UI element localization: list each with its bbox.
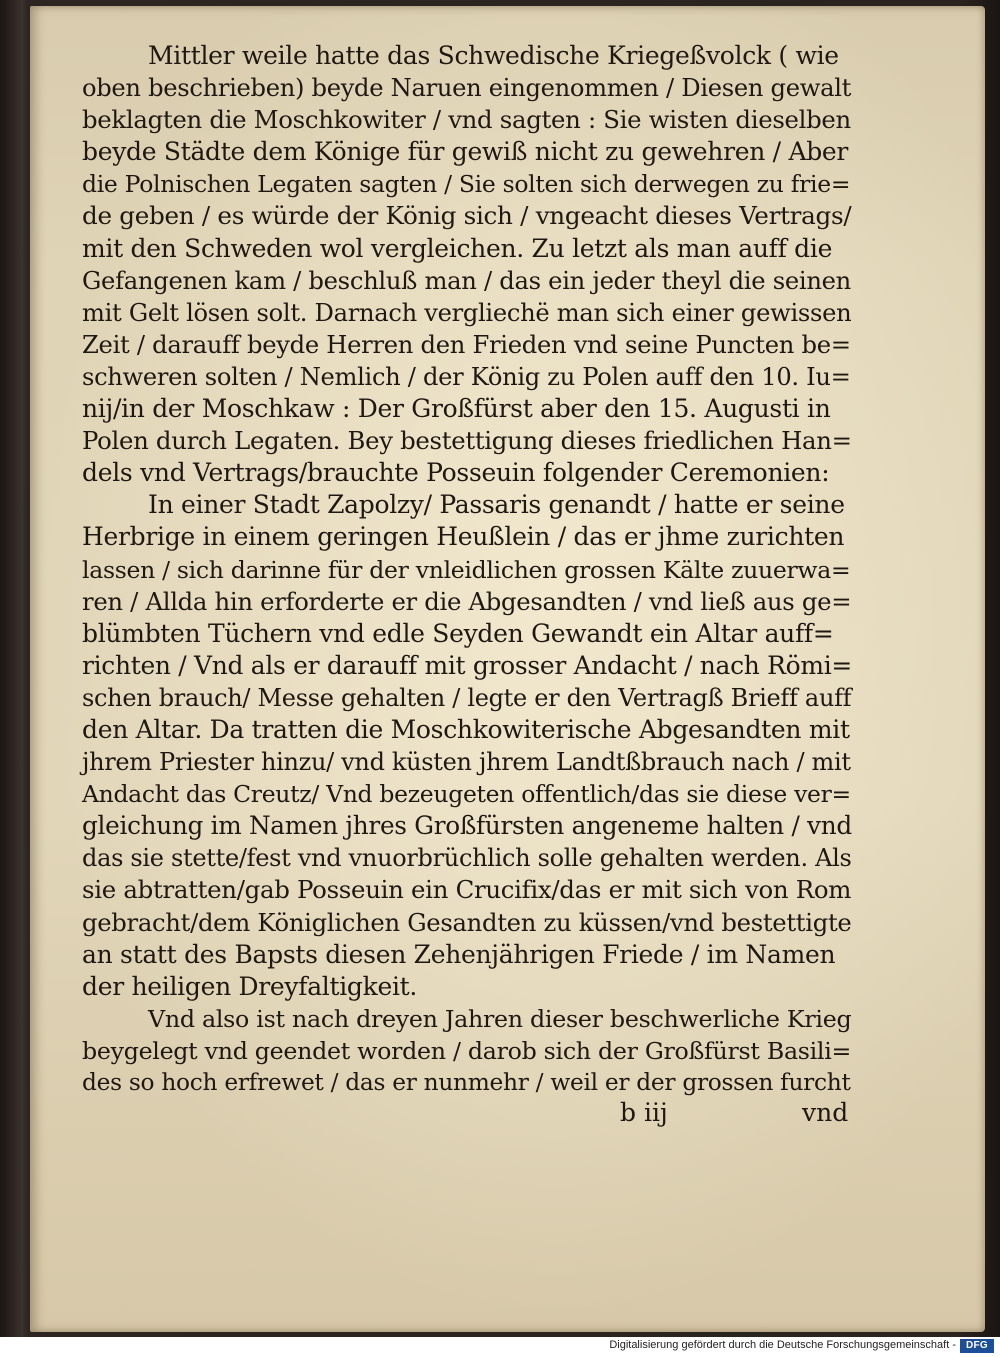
page-foot	[82, 1098, 852, 1130]
text-line: schen brauch/ Messe gehalten / legte er den Vertragß Brieff auff	[82, 683, 852, 712]
text-line: nij/in der Moschkaw : Der Großfürst aber den 15. Augusti in	[82, 394, 831, 424]
text-line: dels vnd Vertrags/brauchte Posseuin folgender Ceremonien:	[82, 458, 830, 488]
text-line: Polen durch Legaten. Bey bestettigung dieses friedlichen Han=	[82, 426, 852, 456]
signature-mark: b iij	[620, 1098, 668, 1127]
text-line: Zeit / darauff beyde Herren den Frieden vnd seine Puncten be=	[82, 329, 851, 359]
text-line: Gefangenen kam / beschluß man / das ein jeder theyl die seinen	[82, 265, 851, 295]
text-line: Andacht das Creutz/ Vnd bezeugeten offentlich/das sie diese ver=	[82, 780, 851, 809]
text-line: oben beschrieben) beyde Naruen eingenommen / Diesen gewalt	[82, 74, 852, 103]
text-line: Herbrige in einem geringen Heußlein / das er jhme zurichten	[82, 522, 845, 552]
body-text	[82, 40, 852, 1099]
text-line: schweren solten / Nemlich / der König zu Polen auff den 10. Iu=	[82, 362, 851, 391]
dfg-logo: DFG	[960, 1339, 994, 1353]
text-line: das sie stette/fest vnd vnuorbrüchlich solle gehalten werden. Als	[82, 844, 852, 873]
catchword: vnd	[802, 1098, 849, 1127]
text-line: an statt des Bapsts diesen Zehenjährigen Friede / im Namen	[82, 939, 836, 969]
text-line: richten / Vnd als er darauff mit grosser Andacht / nach Römi=	[82, 650, 852, 680]
text-line: Mittler weile hatte das Schwedische Kriegeßvolck ( wie	[148, 41, 839, 70]
text-line: gleichung im Namen jhres Großfürsten angeneme halten / vnd	[82, 811, 852, 841]
text-line: mit Gelt lösen solt. Darnach vergliechë man sich einer gewissen	[82, 298, 852, 327]
text-line: beygelegt vnd geendet worden / darob sich der Großfürst Basili=	[82, 1036, 852, 1065]
text-line: Vnd also ist nach dreyen Jahren dieser beschwerliche Krieg	[148, 1004, 852, 1033]
digitization-footer	[0, 1337, 1000, 1357]
text-line: In einer Stadt Zapolzy/ Passaris genandt / hatte er seine	[148, 490, 845, 520]
text-line: des so hoch erfrewet / das er nunmehr / weil er der grossen furcht	[82, 1069, 851, 1096]
text-line: jhrem Priester hinzu/ vnd küsten jhrem Landtßbrauch nach / mit	[82, 748, 851, 777]
text-line: den Altar. Da tratten die Moschkowiterische Abgesandten mit	[82, 714, 850, 744]
text-line: de geben / es würde der König sich / vngeacht dieses Vertrags/	[82, 201, 852, 231]
book-page	[30, 6, 985, 1332]
text-line: die Polnischen Legaten sagten / Sie solten sich derwegen zu frie=	[82, 170, 851, 199]
text-line: beklagten die Moschkowiter / vnd sagten : Sie wisten dieselben	[82, 105, 851, 135]
text-line: sie abtratten/gab Posseuin ein Crucifix/das er mit sich von Rom	[82, 875, 852, 905]
text-line: mit den Schweden wol vergleichen. Zu letzt als man auff die	[82, 233, 833, 263]
text-line: ren / Allda hin erforderte er die Abgesandten / vnd ließ aus ge=	[82, 586, 852, 616]
text-line: blümbten Tüchern vnd edle Seyden Gewandt ein Altar auff=	[82, 618, 834, 648]
text-line: beyde Städte dem Könige für gewiß nicht zu gewehren / Aber	[82, 137, 849, 167]
funding-credit: Digitalisierung gefördert durch die Deutsche Forschungsgemeinschaft -	[609, 1339, 956, 1351]
text-line: der heiligen Dreyfaltigkeit.	[82, 971, 418, 1001]
text-line: lassen / sich darinne für der vnleidlichen grossen Kälte zuuerwa=	[82, 555, 851, 584]
text-line: gebracht/dem Königlichen Gesandten zu küssen/vnd bestettigte	[82, 907, 852, 937]
